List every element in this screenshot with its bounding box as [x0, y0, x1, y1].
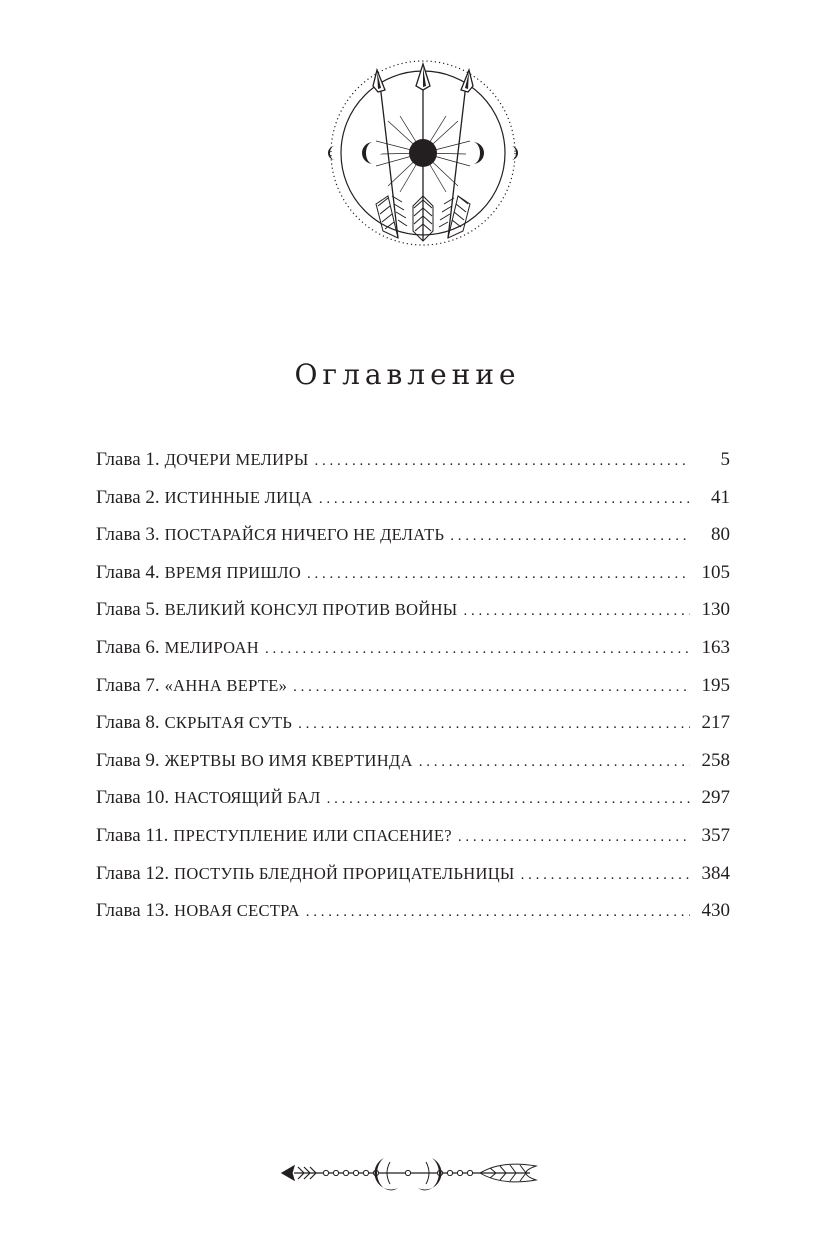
- toc-leader-dots: [306, 894, 690, 932]
- toc-chapter-number: Глава 2.: [96, 486, 160, 508]
- toc-chapter-number: Глава 4.: [96, 561, 160, 583]
- toc-page-number: 258: [701, 749, 730, 771]
- toc-entry[interactable]: [96, 817, 730, 855]
- toc-page-number: 5: [720, 449, 730, 470]
- toc-entry[interactable]: [96, 516, 730, 554]
- toc-entry[interactable]: [96, 554, 730, 592]
- toc-chapter-title: ПРЕСТУПЛЕНИЕ ИЛИ СПАСЕНИЕ?: [173, 825, 452, 845]
- toc-page-number: 163: [701, 636, 730, 658]
- toc-chapter-number: Глава 1.: [96, 449, 160, 470]
- toc-chapter-number: Глава 13.: [96, 900, 170, 922]
- toc-chapter-number: Глава 7.: [96, 674, 160, 696]
- toc-chapter-title: ДОЧЕРИ МЕЛИРЫ: [164, 450, 309, 469]
- toc-chapter-number: Глава 10.: [96, 787, 170, 809]
- toc-chapter-title: НОВАЯ СЕСТРА: [174, 901, 300, 921]
- toc-page-number: 430: [701, 900, 730, 922]
- toc-chapter-title: ВРЕМЯ ПРИШЛО: [164, 562, 302, 582]
- toc-entry[interactable]: [96, 479, 730, 517]
- toc-chapter-title: «АННА ВЕРТЕ»: [164, 675, 288, 695]
- toc-page-number: 357: [701, 824, 730, 846]
- toc-leader-dots: [298, 706, 690, 744]
- table-of-contents: [96, 441, 730, 930]
- toc-chapter-title: ПОСТУПЬ БЛЕДНОЙ ПРОРИЦАТЕЛЬНИЦЫ: [174, 863, 515, 883]
- toc-page-number: 130: [701, 599, 730, 621]
- toc-entry[interactable]: [96, 667, 730, 705]
- toc-chapter-title: ВЕЛИКИЙ КОНСУЛ ПРОТИВ ВОЙНЫ: [164, 600, 458, 620]
- toc-leader-dots: [315, 443, 690, 481]
- toc-entry[interactable]: [96, 779, 730, 817]
- toc-page-number: 80: [711, 524, 730, 546]
- toc-entry[interactable]: [96, 855, 730, 893]
- toc-entry[interactable]: [96, 892, 730, 930]
- toc-page-number: 297: [701, 787, 730, 809]
- toc-leader-dots: [293, 669, 690, 707]
- toc-entry[interactable]: [96, 591, 730, 629]
- toc-chapter-number: Глава 9.: [96, 749, 160, 771]
- toc-leader-dots: [327, 781, 690, 819]
- page-title: Оглавление: [294, 358, 521, 391]
- toc-page-number: 41: [711, 486, 730, 508]
- toc-leader-dots: [307, 556, 690, 594]
- toc-entry[interactable]: [96, 441, 730, 479]
- toc-leader-dots: [319, 481, 690, 519]
- toc-entry[interactable]: [96, 742, 730, 780]
- toc-leader-dots: [450, 518, 690, 556]
- toc-page-number: 217: [701, 712, 730, 734]
- toc-chapter-number: Глава 6.: [96, 636, 160, 658]
- toc-chapter-title: ИСТИННЫЕ ЛИЦА: [164, 487, 313, 507]
- toc-page-number: 105: [701, 561, 730, 583]
- toc-chapter-number: Глава 3.: [96, 524, 160, 546]
- toc-chapter-title: МЕЛИРОАН: [164, 637, 259, 657]
- toc-chapter-title: ПОСТАРАЙСЯ НИЧЕГО НЕ ДЕЛАТЬ: [164, 525, 445, 545]
- toc-leader-dots: [419, 744, 690, 782]
- toc-leader-dots: [521, 857, 690, 895]
- toc-leader-dots: [464, 593, 691, 631]
- toc-chapter-title: СКРЫТАЯ СУТЬ: [164, 713, 293, 733]
- toc-chapter-number: Глава 11.: [96, 824, 169, 846]
- arrows-moon-emblem-icon: [328, 46, 518, 260]
- toc-page-number: 384: [701, 862, 730, 884]
- toc-chapter-title: НАСТОЯЩИЙ БАЛ: [174, 788, 321, 808]
- toc-chapter-number: Глава 8.: [96, 712, 160, 734]
- toc-chapter-number: Глава 5.: [96, 599, 160, 621]
- toc-leader-dots: [458, 819, 690, 857]
- arrow-moons-divider-icon: [280, 1150, 538, 1196]
- toc-entry[interactable]: [96, 629, 730, 667]
- toc-chapter-title: ЖЕРТВЫ ВО ИМЯ КВЕРТИНДА: [164, 750, 413, 770]
- toc-chapter-number: Глава 12.: [96, 862, 170, 884]
- toc-page-number: 195: [701, 674, 730, 696]
- toc-entry[interactable]: [96, 704, 730, 742]
- toc-leader-dots: [265, 631, 690, 669]
